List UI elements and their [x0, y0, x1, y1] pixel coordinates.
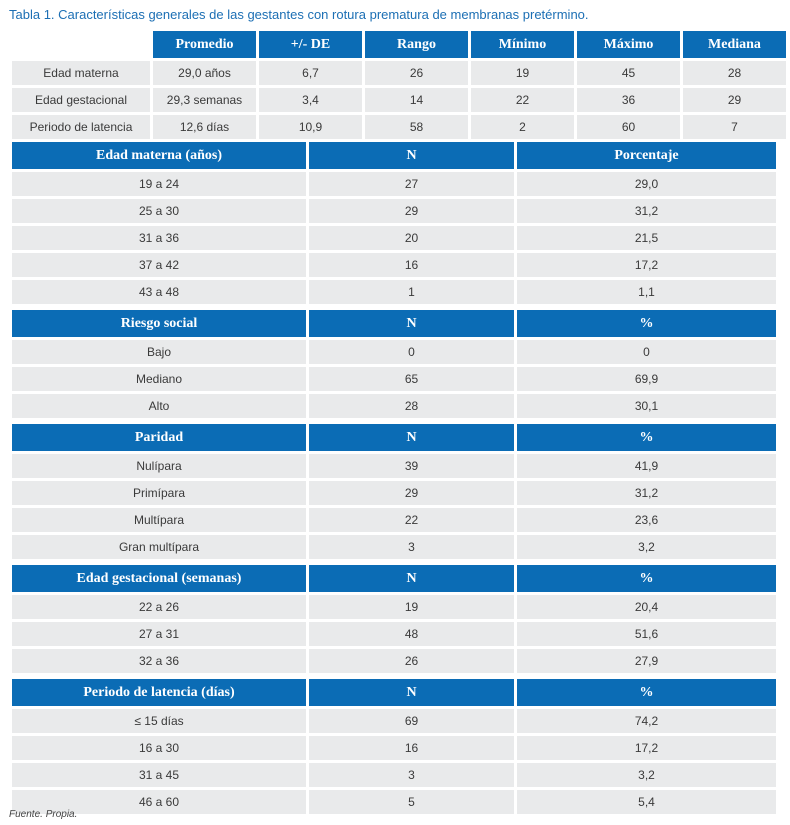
row-label: 31 a 36 — [12, 226, 306, 250]
row-label: Gran multípara — [12, 535, 306, 559]
section-header-cell: Porcentaje — [517, 142, 776, 169]
section-title: Edad materna (años) — [12, 142, 306, 169]
table-cell: 17,2 — [517, 736, 776, 760]
table-row — [12, 172, 776, 196]
table-cell: 28 — [683, 61, 786, 85]
table-row — [12, 454, 776, 478]
section-title: Riesgo social — [12, 310, 306, 337]
row-label: 16 a 30 — [12, 736, 306, 760]
section-header-cell: N — [309, 424, 514, 451]
table-row — [12, 253, 776, 277]
table-cell: 30,1 — [517, 394, 776, 418]
section-header-cell: % — [517, 565, 776, 592]
table-cell: 22 — [309, 508, 514, 532]
table-cell: 31,2 — [517, 199, 776, 223]
table-row — [12, 226, 776, 250]
table-cell: 3 — [309, 535, 514, 559]
summary-table — [9, 28, 789, 142]
table-cell: 29 — [309, 199, 514, 223]
summary-header-cell: Máximo — [577, 31, 680, 58]
section-header-cell: N — [309, 142, 514, 169]
table-cell: 74,2 — [517, 709, 776, 733]
table-row — [12, 61, 786, 85]
table-cell: 27,9 — [517, 649, 776, 673]
section-title: Paridad — [12, 424, 306, 451]
table-row — [12, 199, 776, 223]
table-row — [12, 535, 776, 559]
table-row — [12, 481, 776, 505]
table-row — [12, 763, 776, 787]
table-cell: 19 — [309, 595, 514, 619]
table-cell: 5 — [309, 790, 514, 814]
table-cell: 5,4 — [517, 790, 776, 814]
table-row — [12, 340, 776, 364]
section-header-row — [12, 679, 776, 706]
table-cell: 28 — [309, 394, 514, 418]
table-cell: 3,2 — [517, 535, 776, 559]
table-row — [12, 595, 776, 619]
section-header-row — [12, 565, 776, 592]
table-cell: 19 — [471, 61, 574, 85]
summary-header-blank — [12, 31, 150, 58]
gestational-age-table — [9, 562, 779, 676]
table-cell: 36 — [577, 88, 680, 112]
table-cell: 16 — [309, 253, 514, 277]
section-header-row — [12, 142, 776, 169]
table-cell: 1 — [309, 280, 514, 304]
section-title: Edad gestacional (semanas) — [12, 565, 306, 592]
section-header-cell: % — [517, 310, 776, 337]
table-cell: 6,7 — [259, 61, 362, 85]
table-row — [12, 736, 776, 760]
table-cell: 29,3 semanas — [153, 88, 256, 112]
summary-header-row — [12, 31, 786, 58]
table-row — [12, 622, 776, 646]
table-cell: 39 — [309, 454, 514, 478]
section-header-cell: N — [309, 310, 514, 337]
summary-header-cell: Rango — [365, 31, 468, 58]
row-label: ≤ 15 días — [12, 709, 306, 733]
table-cell: 12,6 días — [153, 115, 256, 139]
table-row — [12, 115, 786, 139]
row-label: 37 a 42 — [12, 253, 306, 277]
row-label: Primípara — [12, 481, 306, 505]
section-header-cell: % — [517, 679, 776, 706]
table-cell: 1,1 — [517, 280, 776, 304]
table-cell: 21,5 — [517, 226, 776, 250]
row-label: 31 a 45 — [12, 763, 306, 787]
table-cell: 65 — [309, 367, 514, 391]
table-caption: Tabla 1. Características generales de las gestantes con rotura prematura de membranas pretérmino. — [9, 7, 589, 22]
table-cell: 27 — [309, 172, 514, 196]
table-row — [12, 394, 776, 418]
table-cell: 3,2 — [517, 763, 776, 787]
row-label: Alto — [12, 394, 306, 418]
table-cell: 29 — [683, 88, 786, 112]
summary-row-label: Periodo de latencia — [12, 115, 150, 139]
summary-header-cell: Promedio — [153, 31, 256, 58]
table-cell: 22 — [471, 88, 574, 112]
table-cell: 17,2 — [517, 253, 776, 277]
table-cell: 20 — [309, 226, 514, 250]
row-label: Bajo — [12, 340, 306, 364]
table-cell: 0 — [309, 340, 514, 364]
table-row — [12, 508, 776, 532]
table-cell: 69,9 — [517, 367, 776, 391]
row-label: 43 a 48 — [12, 280, 306, 304]
parity-table — [9, 421, 779, 562]
summary-row-label: Edad gestacional — [12, 88, 150, 112]
table-cell: 14 — [365, 88, 468, 112]
section-header-row — [12, 310, 776, 337]
table-cell: 69 — [309, 709, 514, 733]
latency-period-table — [9, 676, 779, 817]
table-cell: 45 — [577, 61, 680, 85]
row-label: 32 a 36 — [12, 649, 306, 673]
table-cell: 58 — [365, 115, 468, 139]
section-header-row — [12, 424, 776, 451]
table-cell: 29,0 — [517, 172, 776, 196]
row-label: 19 a 24 — [12, 172, 306, 196]
summary-row-label: Edad materna — [12, 61, 150, 85]
table-cell: 0 — [517, 340, 776, 364]
table-cell: 29,0 años — [153, 61, 256, 85]
table-cell: 41,9 — [517, 454, 776, 478]
table-cell: 31,2 — [517, 481, 776, 505]
section-header-cell: % — [517, 424, 776, 451]
table-row — [12, 367, 776, 391]
maternal-age-table — [9, 139, 779, 307]
summary-header-cell: Mínimo — [471, 31, 574, 58]
row-label: Nulípara — [12, 454, 306, 478]
social-risk-table — [9, 307, 779, 421]
table-row — [12, 709, 776, 733]
table-cell: 16 — [309, 736, 514, 760]
table-cell: 20,4 — [517, 595, 776, 619]
table-cell: 3 — [309, 763, 514, 787]
table-row — [12, 280, 776, 304]
row-label: 25 a 30 — [12, 199, 306, 223]
row-label: 22 a 26 — [12, 595, 306, 619]
summary-header-cell: +/- DE — [259, 31, 362, 58]
source-note: Fuente. Propia. — [9, 809, 78, 820]
summary-header-cell: Mediana — [683, 31, 786, 58]
table-cell: 29 — [309, 481, 514, 505]
table-cell: 7 — [683, 115, 786, 139]
table-cell: 60 — [577, 115, 680, 139]
section-header-cell: N — [309, 679, 514, 706]
table-row — [12, 88, 786, 112]
table-cell: 48 — [309, 622, 514, 646]
section-title: Periodo de latencia (días) — [12, 679, 306, 706]
section-header-cell: N — [309, 565, 514, 592]
table-cell: 26 — [309, 649, 514, 673]
row-label: 46 a 60 — [12, 790, 306, 814]
row-label: Mediano — [12, 367, 306, 391]
table-row — [12, 649, 776, 673]
row-label: 27 a 31 — [12, 622, 306, 646]
table-row — [12, 790, 776, 814]
table-cell: 26 — [365, 61, 468, 85]
table-cell: 23,6 — [517, 508, 776, 532]
table-cell: 51,6 — [517, 622, 776, 646]
row-label: Multípara — [12, 508, 306, 532]
table-cell: 10,9 — [259, 115, 362, 139]
table-cell: 3,4 — [259, 88, 362, 112]
table-cell: 2 — [471, 115, 574, 139]
